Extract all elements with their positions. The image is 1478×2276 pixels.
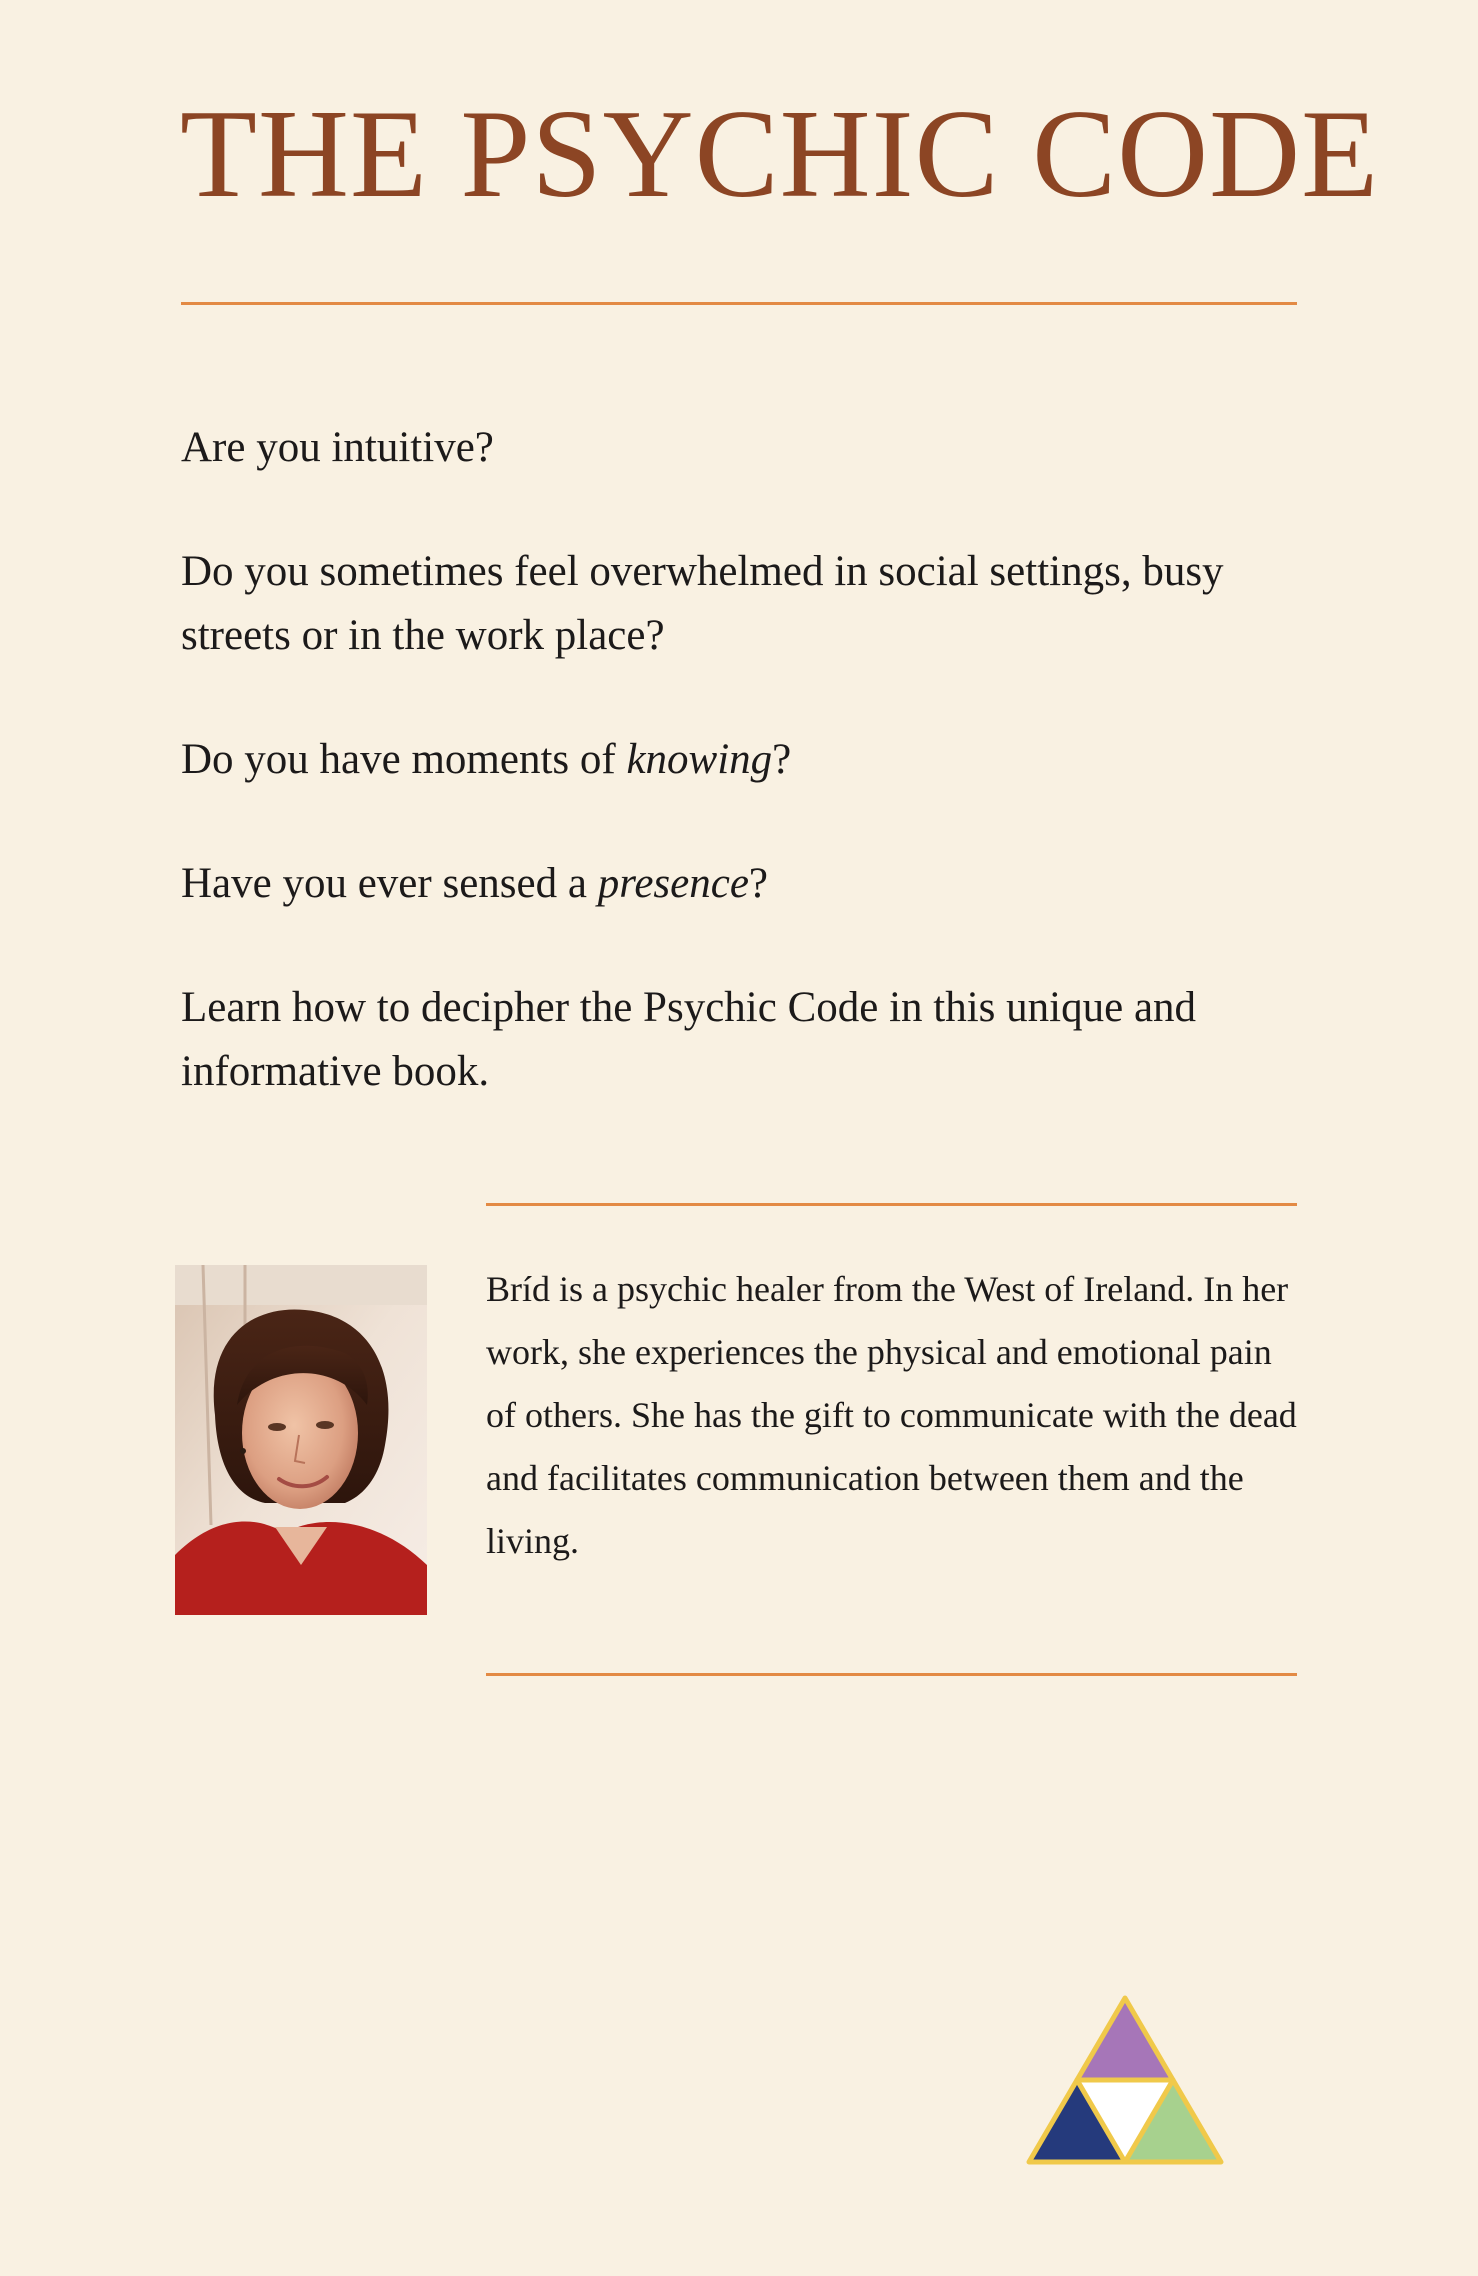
question-presence-emphasis: presence (597, 860, 749, 907)
top-divider (181, 302, 1297, 305)
question-knowing-text: Do you have moments of (181, 736, 627, 783)
question-knowing-emphasis: knowing (626, 736, 773, 783)
bio-top-divider (486, 1203, 1297, 1206)
bio-bottom-divider (486, 1673, 1297, 1676)
question-intuitive: Are you intuitive? (181, 424, 494, 471)
book-pitch: Learn how to decipher the Psychic Code in this unique and informative book. (181, 984, 1197, 1095)
question-presence-end: ? (748, 860, 769, 907)
author-bio: Bríd is a psychic healer from the West of Ireland. In her work, she experiences the physical and emotional pain of others. She has the gift to communicate with the dead and facilitates communication between them and the living. (486, 1269, 1297, 1561)
book-title: THE PSYCHIC CODE (180, 85, 1380, 224)
question-knowing (181, 728, 1311, 792)
question-knowing-end: ? (772, 736, 792, 783)
author-photo (175, 1265, 427, 1615)
triangle-logo-icon (1026, 1994, 1224, 2168)
question-presence (181, 852, 1311, 916)
question-overwhelmed: Do you sometimes feel overwhelmed in social settings, busy streets or in the work place? (181, 548, 1224, 659)
blurb-questions (181, 416, 1311, 1164)
question-presence-text: Have you ever sensed a (181, 860, 598, 907)
author-portrait (175, 1265, 427, 1615)
